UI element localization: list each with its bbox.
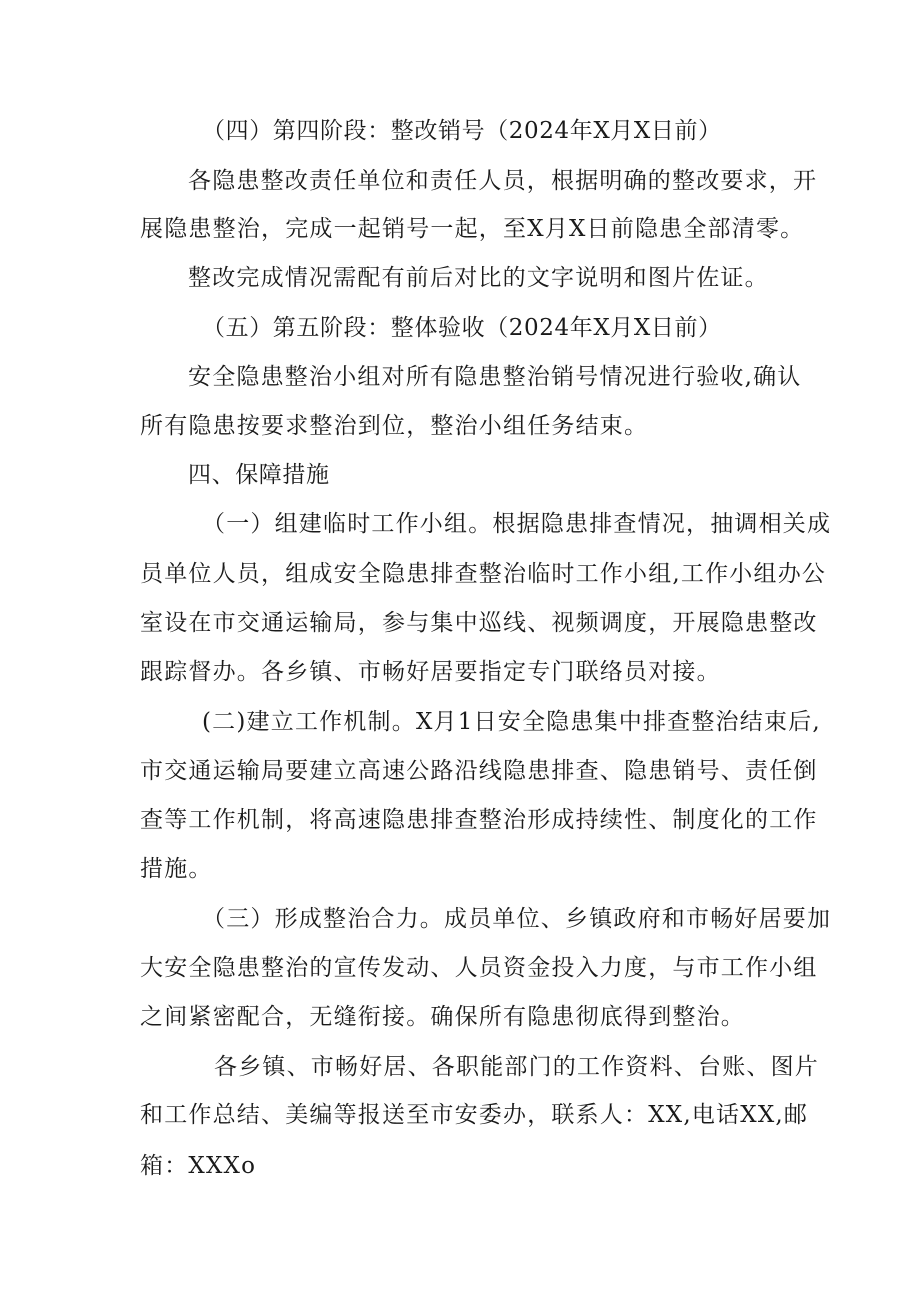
- section-heading-phase-four: （四）第四阶段：整改销号（2024年X月X日前）: [202, 118, 722, 144]
- paragraph-line: 各乡镇、市畅好居、各职能部门的工作资料、台账、图片: [214, 1054, 819, 1080]
- paragraph-line: 室设在市交通运输局，参与集中巡线、视频调度，开展隐患整改: [140, 610, 818, 636]
- paragraph-line: 箱：XXXo: [140, 1153, 257, 1179]
- paragraph-line: 市交通运输局要建立高速公路沿线隐患排查、隐患销号、责任倒: [140, 758, 818, 784]
- paragraph-line: (二)建立工作机制。X月1日安全隐患集中排查整治结束后,: [202, 709, 821, 735]
- paragraph-line: 所有隐患按要求整治到位，整治小组任务结束。: [140, 413, 649, 439]
- paragraph-line: 整改完成情况需配有前后对比的文字说明和图片佐证。: [188, 265, 769, 291]
- paragraph-line: 之间紧密配合，无缝衔接。确保所有隐患彻底得到整治。: [140, 1004, 745, 1030]
- paragraph-line: 跟踪督办。各乡镇、市畅好居要指定专门联络员对接。: [140, 659, 721, 685]
- paragraph-line: 措施。: [140, 856, 213, 882]
- paragraph-line: （三）形成整治合力。成员单位、乡镇政府和市畅好居要加: [202, 906, 832, 932]
- section-heading-safeguards: 四、保障措施: [188, 462, 330, 488]
- paragraph-line: 员单位人员，组成安全隐患排查整治临时工作小组,工作小组办公: [140, 561, 827, 587]
- paragraph-line: 和工作总结、美编等报送至市安委办，联系人：XX,电话XX,邮: [140, 1102, 809, 1128]
- paragraph-line: 展隐患整治，完成一起销号一起，至X月X日前隐患全部清零。: [140, 216, 805, 242]
- paragraph-line: 查等工作机制，将高速隐患排查整治形成持续性、制度化的工作: [140, 807, 818, 833]
- section-heading-phase-five: （五）第五阶段：整体验收（2024年X月X日前）: [202, 315, 722, 341]
- paragraph-line: 大安全隐患整治的宣传发动、人员资金投入力度，与市工作小组: [140, 955, 818, 981]
- paragraph-line: 安全隐患整治小组对所有隐患整治销号情况进行验收,确认: [188, 364, 802, 390]
- paragraph-line: 各隐患整改责任单位和责任人员，根据明确的整改要求，开: [188, 168, 818, 194]
- paragraph-line: （一）组建临时工作小组。根据隐患排查情况，抽调相关成: [202, 511, 832, 537]
